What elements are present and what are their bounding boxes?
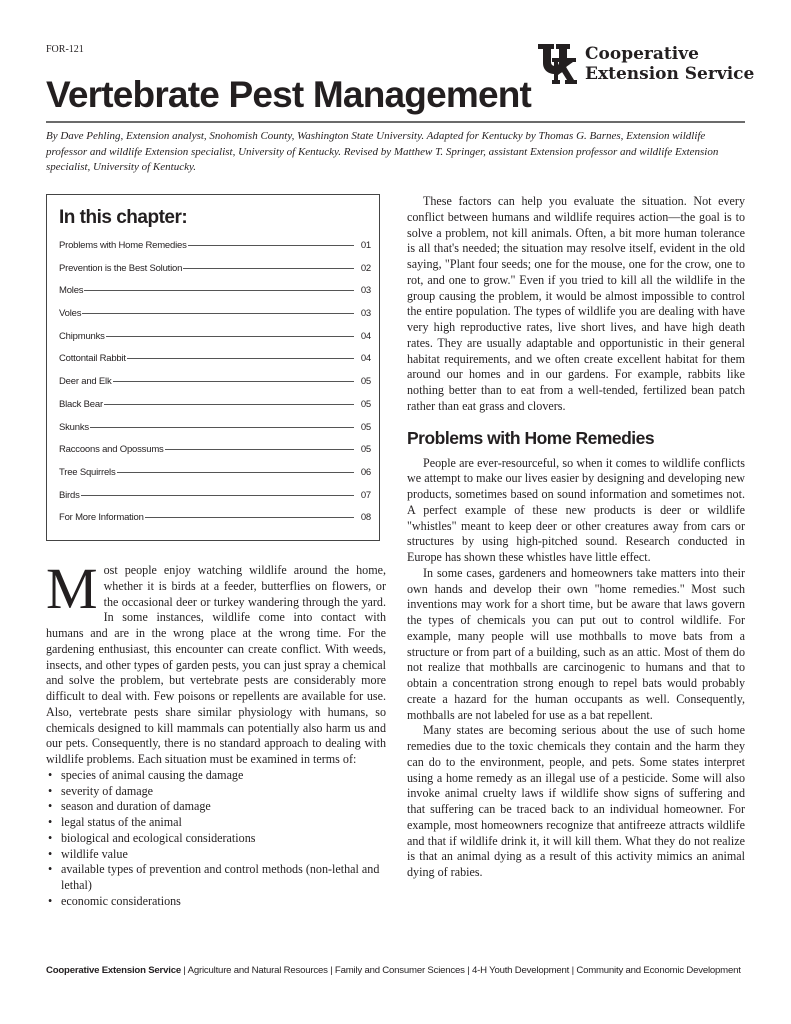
toc-leader — [113, 381, 354, 382]
toc-leader — [117, 472, 354, 473]
toc-leader — [127, 358, 354, 359]
toc-item-label: For More Information — [59, 512, 144, 524]
toc-leader — [165, 449, 354, 450]
byline: By Dave Pehling, Extension analyst, Snohomish County, Washington State University. Adapted for Kentucky by Thomas G. Barnes, Extension wildlife professor and wildlife Extension specialist, University of Kentucky. Revised by Matthew T. Springer, assistant Extension professor and wildlife Extension specialist, University of Kentucky. — [46, 130, 719, 173]
list-item: • species of animal causing the damage — [61, 768, 386, 784]
toc-item-label: Skunks — [59, 421, 89, 433]
body-paragraph: People are ever-resourceful, so when it comes to wildlife conflicts we attempt to make our lives easier by designing and developing new products, sometimes based on sound information and sometimes not. A perfect example of these new products is deer or wildlife "whistles" meant to keep deer or other creatures away from cars or structures by using high-pitched sound. Research conducted in Europe has shown these whistles have little effect. — [407, 455, 745, 564]
footer-units: | Agriculture and Natural Resources | Family and Consumer Sciences | 4-H Youth Development | Community and Economic Development — [180, 965, 741, 976]
toc-item[interactable] — [59, 285, 371, 308]
drop-cap: M — [46, 556, 98, 621]
list-item: • legal status of the animal — [61, 815, 386, 831]
toc-item-page: 06 — [360, 466, 371, 478]
uk-logo-icon — [538, 44, 582, 84]
org-name-line2: Extension Service — [585, 64, 755, 84]
list-item: • season and duration of damage — [61, 799, 386, 815]
list-item: • available types of prevention and control methods (non-lethal and lethal) — [61, 862, 386, 894]
toc-item-page: 07 — [360, 489, 371, 501]
list-item: • economic considerations — [61, 894, 386, 910]
toc-leader — [106, 336, 354, 337]
toc-item-page: 03 — [360, 285, 371, 297]
toc-item-label: Raccoons and Opossums — [59, 444, 164, 456]
toc-list — [59, 240, 371, 535]
toc-item-page: 02 — [360, 262, 371, 274]
intro-text: ost people enjoy watching wildlife around the home, whether it is birds at a feeder, butterflies on flowers, or the occasional deer or turkey wandering through the yard. In some instances, wildlife come into contact with humans and are in the wrong place at the wrong time. For the gardening enthusiast, this encounter can create conflict. With weeds, insects, and other types of garden pests, you can just spray a chemical and solve the problem, but vertebrate pests are considerably more difficult to deal with. Few poisons or repellents are available for use. Also, vertebrate pests share similar physiology with humans, so chemicals designed to kill mammals can potentially also harm us and our pets. Consequently, there is no standard approach to dealing with wildlife problems. Each situation must be examined in terms of: — [46, 563, 386, 766]
list-item: • wildlife value — [61, 847, 386, 863]
toc-item[interactable] — [59, 490, 371, 513]
toc-item-page: 03 — [360, 308, 371, 320]
toc-item[interactable] — [59, 512, 371, 535]
intro-paragraph — [46, 556, 386, 768]
toc-leader — [84, 290, 354, 291]
toc-leader — [145, 517, 354, 518]
toc-leader — [82, 313, 354, 314]
footer — [46, 965, 746, 976]
intro-column — [46, 556, 386, 910]
toc-item-label: Prevention is the Best Solution — [59, 262, 183, 274]
toc-item-page: 05 — [360, 444, 371, 456]
toc-heading: In this chapter: — [59, 207, 188, 228]
toc-item[interactable] — [59, 444, 371, 467]
list-item: • severity of damage — [61, 784, 386, 800]
toc-leader — [188, 245, 354, 246]
toc-leader — [81, 495, 354, 496]
toc-item[interactable] — [59, 399, 371, 422]
toc-item-page: 04 — [360, 353, 371, 365]
toc-item-label: Deer and Elk — [59, 376, 112, 388]
doc-number: FOR-121 — [46, 44, 84, 55]
toc-leader — [90, 427, 354, 428]
toc-item[interactable] — [59, 353, 371, 376]
toc-item[interactable] — [59, 422, 371, 445]
toc-item-label: Problems with Home Remedies — [59, 240, 187, 251]
toc-item-label: Cottontail Rabbit — [59, 353, 126, 365]
toc-leader — [183, 268, 354, 269]
toc-item-page: 05 — [360, 376, 371, 388]
body-paragraph: These factors can help you evaluate the situation. Not every conflict between humans and wildlife requires action—the goal is to solve a problem, not kill animals. Often, a bit more human tolerance is all that's needed; the situation may resolve itself, evident in the old saying, "Plant four seeds; one for the mouse, one for the crow, one to rot, and one to grow." Even if you tried to kill all the wildlife in the group causing the problem, it would be almost impossible to control the entire population. The types of wildlife you are dealing with have very high reproductive rates, live short lives, and have high death rates. They are usually adaptable and opportunistic in their general habitat requirements, and we often create excellent habitat for them around our homes and in our gardens. For example, rabbits like nothing better than to eat from a well-tended, fertilized bean patch rather than eat grass and clovers. — [407, 194, 745, 413]
toc-item-label: Black Bear — [59, 398, 103, 410]
toc-item[interactable] — [59, 263, 371, 286]
toc-item-label: Moles — [59, 285, 84, 297]
toc-item-page: 04 — [360, 330, 371, 342]
body-paragraph: Many states are becoming serious about the use of such home remedies due to the toxic chemicals they contain and the harm they can do to the environment, people, and pets. Some states interpret using a home remedy as an illegal use of a pesticide. Some will also invoke animal cruelty laws if wildlife show signs of suffering and that suffering can be traced back to an individual homeowner. For example, most homeowners recognize that antifreeze attracts wildlife and that if wildlife drink it, it will kill them. What they do not realize is that an animal dying as a result of this activity mimics an animal dying of rabies. — [407, 723, 745, 879]
toc-item[interactable] — [59, 331, 371, 354]
toc-item[interactable] — [59, 240, 371, 263]
title-divider — [46, 121, 745, 123]
toc-item-label: Voles — [59, 308, 82, 320]
footer-org: Cooperative Extension Service — [46, 965, 181, 976]
factors-list — [46, 768, 386, 910]
toc-item-label: Tree Squirrels — [59, 466, 116, 478]
toc-item-page: 01 — [360, 240, 371, 251]
section-heading: Problems with Home Remedies — [407, 427, 655, 448]
page-title: Vertebrate Pest Management — [46, 74, 532, 115]
toc-item-label: Chipmunks — [59, 330, 105, 342]
list-item: • biological and ecological considerations — [61, 831, 386, 847]
body-paragraph: In some cases, gardeners and homeowners take matters into their own hands and develop their own "home remedies." Most such inventions may work for a short time, but be aware that laws govern the types of chemicals you can put out to control wildlife. For example, many people will use mothballs to move bats from a structure or from part of a building, such as an attic. Most of them do not realize that mothballs are carcinogenic to humans and that to obtain a concentration strong enough to repel bats would probably create a hazard for the human occupants as well. Consequently, mothballs are not labeled for use as a bat repellent. — [407, 565, 745, 722]
org-logo — [538, 44, 753, 84]
toc-item-page: 05 — [360, 421, 371, 433]
toc-item[interactable] — [59, 376, 371, 399]
toc-box — [46, 194, 380, 541]
org-name-line1: Cooperative — [585, 44, 699, 64]
toc-leader — [104, 404, 354, 405]
toc-item[interactable] — [59, 308, 371, 331]
toc-item[interactable] — [59, 467, 371, 490]
right-column — [407, 194, 745, 881]
toc-item-page: 05 — [360, 398, 371, 410]
toc-item-page: 08 — [360, 512, 371, 524]
toc-item-label: Birds — [59, 489, 80, 501]
